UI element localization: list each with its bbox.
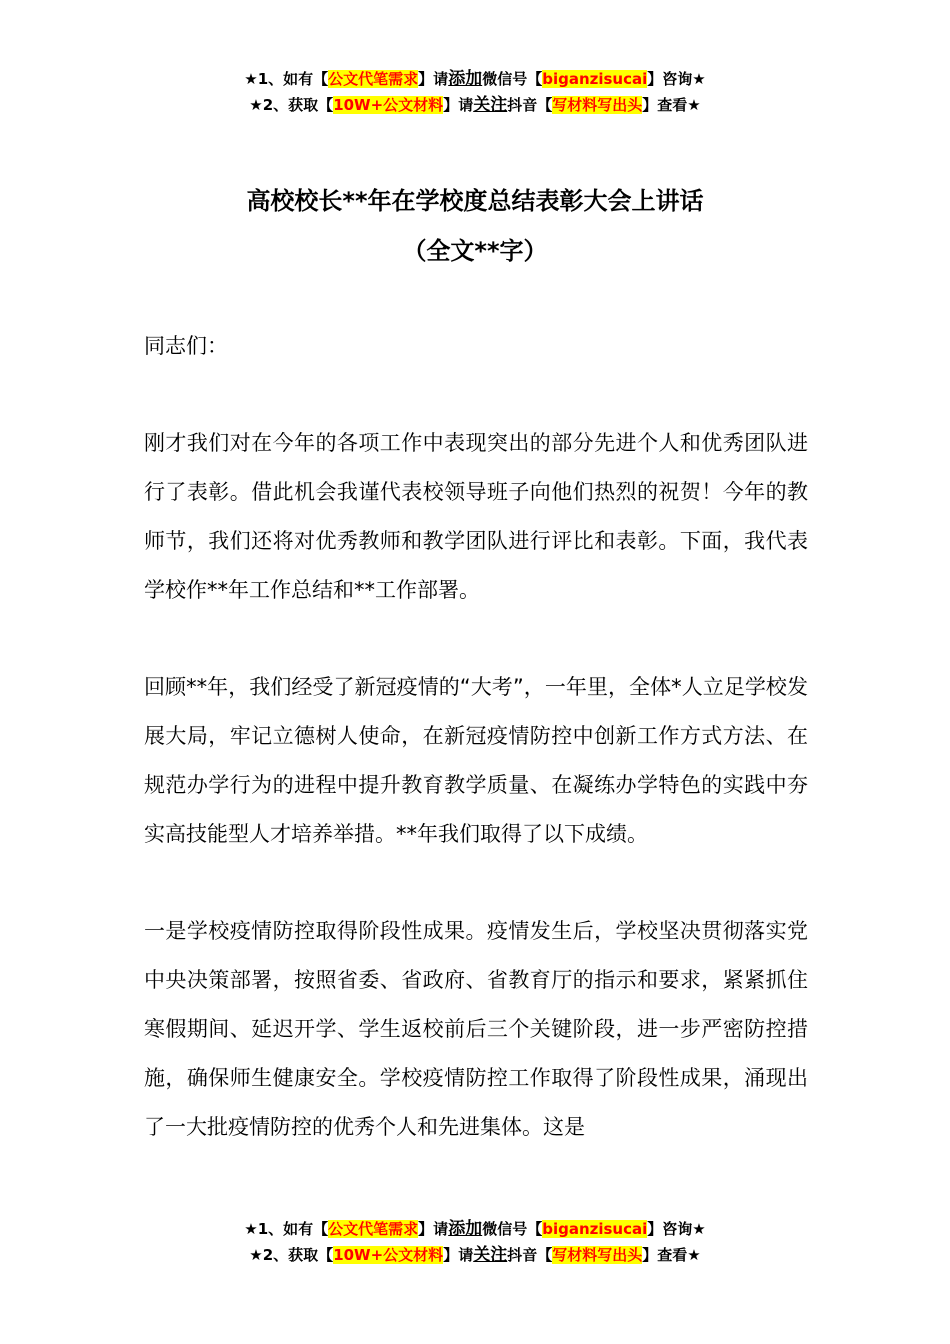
- banner-text: 】咨询★: [647, 70, 706, 88]
- banner-text: ★1、如有【: [244, 1220, 329, 1238]
- banner-line-1: [0, 66, 950, 92]
- banner-emphasis: 关注: [473, 1245, 508, 1265]
- banner-text: ★2、获取【: [249, 1246, 334, 1264]
- banner-text: 】查看★: [642, 96, 701, 114]
- banner-highlight: 10W+公文材料: [333, 1246, 444, 1264]
- footer-banner: [0, 1216, 950, 1268]
- banner-text: 】请: [443, 1246, 474, 1264]
- banner-text: 】请: [418, 1220, 449, 1238]
- banner-text: 】请: [443, 96, 474, 114]
- banner-highlight: 写材料写出头: [552, 96, 643, 114]
- banner-text: 】咨询★: [647, 1220, 706, 1238]
- salutation: 同志们：: [144, 334, 228, 358]
- banner-highlight: 10W+公文材料: [333, 96, 444, 114]
- banner-highlight: 公文代笔需求: [328, 70, 419, 88]
- document-body: [144, 322, 808, 1152]
- document-title: [0, 176, 950, 276]
- banner-text: ★1、如有【: [244, 70, 329, 88]
- banner-highlight: 公文代笔需求: [328, 1220, 419, 1238]
- banner-emphasis: 添加: [448, 1219, 483, 1239]
- paragraph: 刚才我们对在今年的各项工作中表现突出的部分先进个人和优秀团队进行了表彰。借此机会我谨代表校领导班子向他们热烈的祝贺！今年的教师节，我们还将对优秀教师和教学团队进行评比和表彰。下面，我代表学校作**年工作总结和**工作部署。: [144, 431, 808, 602]
- banner-highlight: biganzisucai: [542, 70, 648, 88]
- title-line-2: （全文**字）: [402, 237, 548, 265]
- banner-text: 抖音【: [507, 96, 553, 114]
- banner-text: 抖音【: [507, 1246, 553, 1264]
- banner-text: 】查看★: [642, 1246, 701, 1264]
- header-banner: [0, 66, 950, 118]
- paragraph: 回顾**年，我们经受了新冠疫情的“大考”，一年里，全体*人立足学校发展大局，牢记立德树人使命，在新冠疫情防控中创新工作方式方法、在规范办学行为的进程中提升教育教学质量、在凝练办学特色的实践中夯实高技能型人才培养举措。**年我们取得了以下成绩。: [144, 675, 808, 846]
- title-line-1: 高校校长**年在学校度总结表彰大会上讲话: [246, 187, 704, 215]
- banner-text: 】请: [418, 70, 449, 88]
- banner-highlight: 写材料写出头: [552, 1246, 643, 1264]
- banner-text: 微信号【: [482, 70, 543, 88]
- banner-text: ★2、获取【: [249, 96, 334, 114]
- banner-line-1: [0, 1216, 950, 1242]
- banner-emphasis: 关注: [473, 95, 508, 115]
- paragraph: 一是学校疫情防控取得阶段性成果。疫情发生后，学校坚决贯彻落实党中央决策部署，按照省委、省政府、省教育厅的指示和要求，紧紧抓住寒假期间、延迟开学、学生返校前后三个关键阶段，进一步严密防控措施，确保师生健康安全。学校疫情防控工作取得了阶段性成果，涌现出了一大批疫情防控的优秀个人和先进集体。这是: [144, 919, 808, 1139]
- banner-line-2: [0, 1242, 950, 1268]
- banner-line-2: [0, 92, 950, 118]
- banner-highlight: biganzisucai: [542, 1220, 648, 1238]
- banner-text: 微信号【: [482, 1220, 543, 1238]
- banner-emphasis: 添加: [448, 69, 483, 89]
